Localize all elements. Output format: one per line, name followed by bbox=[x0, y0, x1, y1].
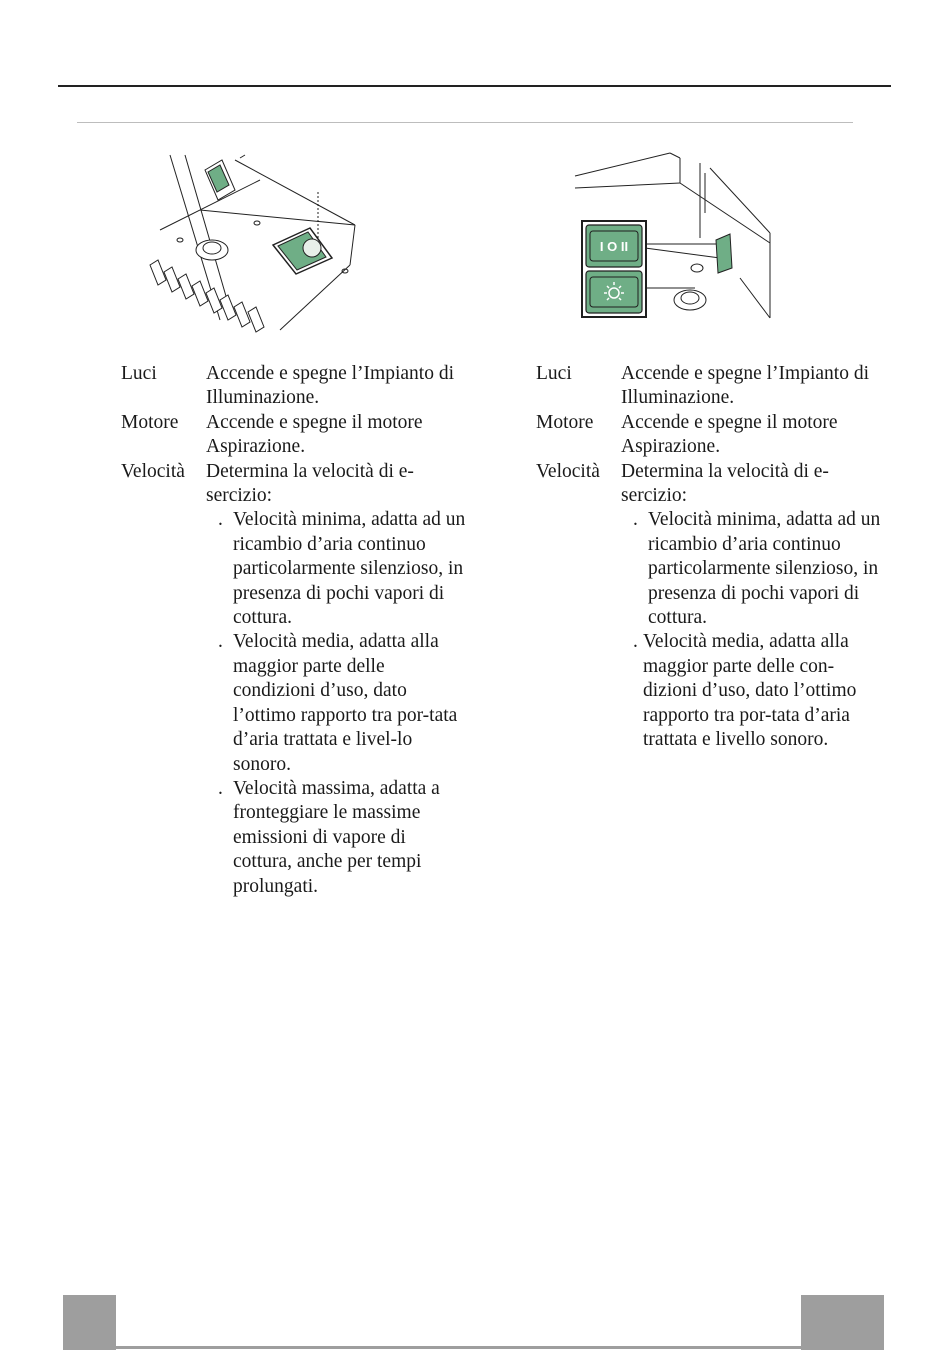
speed-marker: . bbox=[633, 631, 638, 653]
speed-marker: . bbox=[218, 631, 223, 653]
speed-text: Velocità media, adatta alla maggior parte delle condizioni d’uso, dato l’ottimo rapporto tra por-tata d’aria trattata e livel-lo sonoro. bbox=[233, 631, 458, 775]
speed-text: Velocità minima, adatta ad un ricambio d’aria continuo particolarmente silenzioso, in presenza di pochi vapori di cottura. bbox=[233, 509, 466, 629]
entry-term: Velocità bbox=[121, 460, 185, 482]
entry-luci bbox=[536, 362, 881, 411]
entry-term: Velocità bbox=[536, 460, 600, 482]
footer-page-tab-right bbox=[801, 1295, 884, 1350]
entry-description: Accende e spegne l’Impianto di Illuminazione. bbox=[621, 363, 869, 409]
entry-term: Motore bbox=[536, 411, 594, 433]
controls-description-left bbox=[121, 362, 466, 899]
speed-marker: . bbox=[218, 509, 223, 531]
entry-term: Luci bbox=[536, 363, 572, 384]
speed-text: Velocità media, adatta alla maggior parte delle con-dizioni d’uso, dato l’ottimo rapporto tra por-tata d’aria trattata e livello sonoro. bbox=[643, 631, 857, 751]
entry-motore bbox=[536, 411, 881, 460]
speed-item-max bbox=[218, 777, 466, 899]
svg-text:I O II: I O II bbox=[599, 239, 629, 254]
entry-description: Accende e spegne il motore Aspirazione. bbox=[621, 411, 838, 458]
controls-description-right bbox=[536, 362, 881, 753]
entry-term: Luci bbox=[121, 363, 157, 384]
speed-item-min bbox=[218, 508, 466, 630]
speed-text: Velocità minima, adatta ad un ricambio d’aria continuo particolarmente silenzioso, in presenza di pochi vapori di cottura. bbox=[648, 509, 881, 629]
velocita-intro: Determina la velocità di e-sercizio: bbox=[621, 460, 829, 507]
entry-velocita bbox=[536, 460, 881, 753]
footer-page-tab-left bbox=[63, 1295, 116, 1350]
speed-item-min bbox=[633, 508, 881, 630]
motor-switch-panel bbox=[582, 221, 646, 317]
entry-term: Motore bbox=[121, 411, 179, 433]
entry-description bbox=[621, 460, 881, 753]
footer-rule bbox=[116, 1346, 801, 1349]
entry-motore bbox=[121, 411, 466, 460]
entry-description bbox=[206, 460, 466, 899]
speed-marker: . bbox=[633, 509, 638, 531]
speed-item-mid bbox=[218, 630, 466, 776]
entry-description: Accende e spegne il motore Aspirazione. bbox=[206, 411, 423, 458]
entry-luci bbox=[121, 362, 466, 411]
entry-velocita bbox=[121, 460, 466, 899]
entry-description: Accende e spegne l’Impianto di Illuminazione. bbox=[206, 363, 454, 409]
speed-item-mid bbox=[633, 630, 881, 752]
hood-switch-illustration-left bbox=[140, 150, 375, 335]
hood-switch-illustration-right bbox=[570, 148, 780, 328]
header-subrule bbox=[77, 122, 853, 123]
header-rule bbox=[58, 85, 891, 87]
speed-text: Velocità massima, adatta a fronteggiare le massime emissioni di vapore di cottura, anche per tempi prolungati. bbox=[233, 777, 440, 897]
velocita-intro: Determina la velocità di e-sercizio: bbox=[206, 460, 414, 507]
speed-marker: . bbox=[218, 777, 223, 799]
